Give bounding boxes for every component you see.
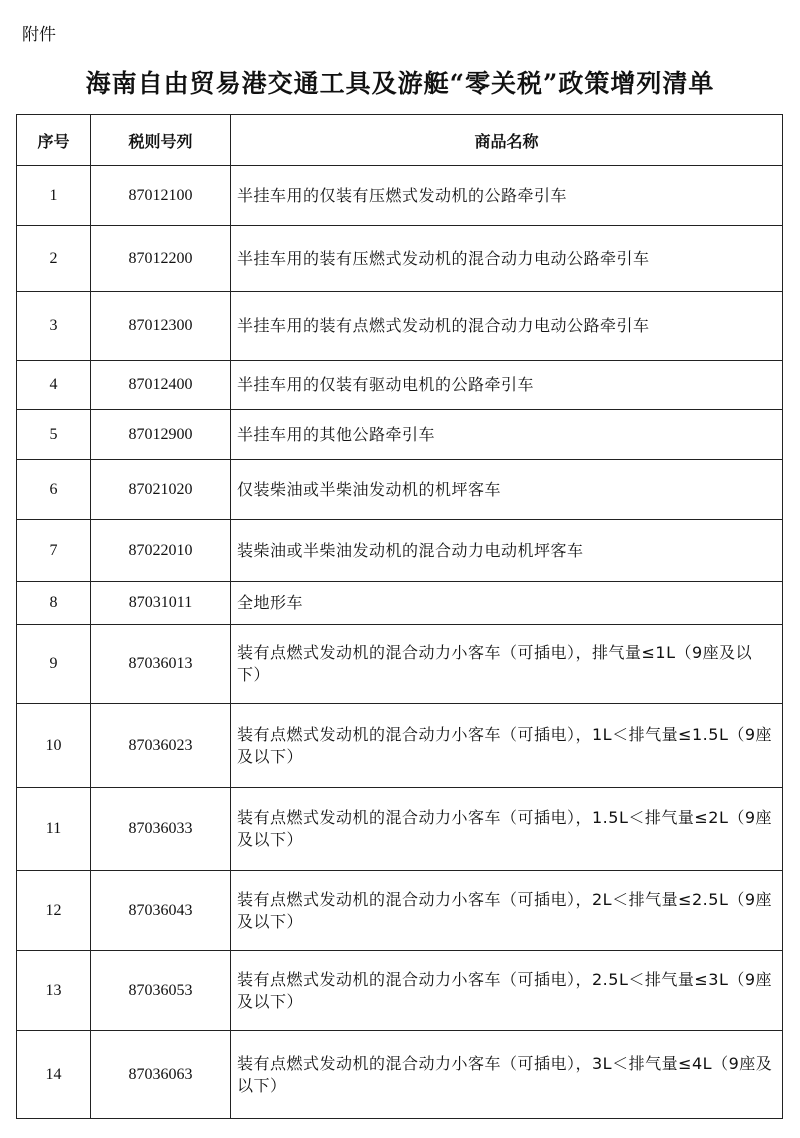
row-seq: 2 — [17, 226, 91, 292]
column-header-seq: 序号 — [17, 115, 91, 166]
table-row — [17, 704, 783, 788]
row-name: 装有点燃式发动机的混合动力小客车（可插电），2L＜排气量≤2.5L（9座及以下） — [231, 871, 783, 951]
row-seq: 8 — [17, 582, 91, 625]
row-name: 全地形车 — [231, 582, 783, 625]
row-code: 87036013 — [91, 625, 231, 704]
row-code: 87012200 — [91, 226, 231, 292]
row-seq: 4 — [17, 361, 91, 410]
page-title: 海南自由贸易港交通工具及游艇“零关税”政策增列清单 — [85, 69, 715, 98]
table-row — [17, 166, 783, 226]
table-row — [17, 582, 783, 625]
tariff-table — [16, 114, 783, 1119]
table-row — [17, 951, 783, 1031]
row-seq: 10 — [17, 704, 91, 788]
table-header-row — [17, 115, 783, 166]
row-name: 半挂车用的仅装有驱动电机的公路牵引车 — [231, 361, 783, 410]
table-row — [17, 871, 783, 951]
row-code: 87012100 — [91, 166, 231, 226]
row-seq: 1 — [17, 166, 91, 226]
table-row — [17, 410, 783, 460]
row-code: 87022010 — [91, 520, 231, 582]
row-code: 87012300 — [91, 292, 231, 361]
row-name: 装柴油或半柴油发动机的混合动力电动机坪客车 — [231, 520, 783, 582]
row-code: 87036033 — [91, 788, 231, 871]
table-row — [17, 788, 783, 871]
row-code: 87036063 — [91, 1031, 231, 1119]
table-row — [17, 292, 783, 361]
row-seq: 9 — [17, 625, 91, 704]
row-name: 半挂车用的其他公路牵引车 — [231, 410, 783, 460]
row-seq: 11 — [17, 788, 91, 871]
row-name: 装有点燃式发动机的混合动力小客车（可插电），1L＜排气量≤1.5L（9座及以下） — [231, 704, 783, 788]
column-header-name: 商品名称 — [231, 115, 783, 166]
row-seq: 7 — [17, 520, 91, 582]
row-code: 87021020 — [91, 460, 231, 520]
row-name: 装有点燃式发动机的混合动力小客车（可插电），排气量≤1L（9座及以下） — [231, 625, 783, 704]
row-seq: 3 — [17, 292, 91, 361]
row-name: 装有点燃式发动机的混合动力小客车（可插电），1.5L＜排气量≤2L（9座及以下） — [231, 788, 783, 871]
table-row — [17, 1031, 783, 1119]
row-code: 87012900 — [91, 410, 231, 460]
row-name: 半挂车用的仅装有压燃式发动机的公路牵引车 — [231, 166, 783, 226]
table-row — [17, 625, 783, 704]
row-code: 87031011 — [91, 582, 231, 625]
table-row — [17, 226, 783, 292]
row-name: 半挂车用的装有点燃式发动机的混合动力电动公路牵引车 — [231, 292, 783, 361]
table-row — [17, 361, 783, 410]
column-header-code: 税则号列 — [91, 115, 231, 166]
attachment-label: 附件 — [22, 25, 56, 45]
row-seq: 13 — [17, 951, 91, 1031]
table-row — [17, 520, 783, 582]
row-code: 87036043 — [91, 871, 231, 951]
table-row — [17, 460, 783, 520]
row-code: 87036023 — [91, 704, 231, 788]
row-name: 半挂车用的装有压燃式发动机的混合动力电动公路牵引车 — [231, 226, 783, 292]
row-seq: 14 — [17, 1031, 91, 1119]
row-code: 87036053 — [91, 951, 231, 1031]
row-name: 装有点燃式发动机的混合动力小客车（可插电），3L＜排气量≤4L（9座及以下） — [231, 1031, 783, 1119]
row-seq: 6 — [17, 460, 91, 520]
row-seq: 12 — [17, 871, 91, 951]
row-code: 87012400 — [91, 361, 231, 410]
row-name: 仅装柴油或半柴油发动机的机坪客车 — [231, 460, 783, 520]
row-seq: 5 — [17, 410, 91, 460]
row-name: 装有点燃式发动机的混合动力小客车（可插电），2.5L＜排气量≤3L（9座及以下） — [231, 951, 783, 1031]
